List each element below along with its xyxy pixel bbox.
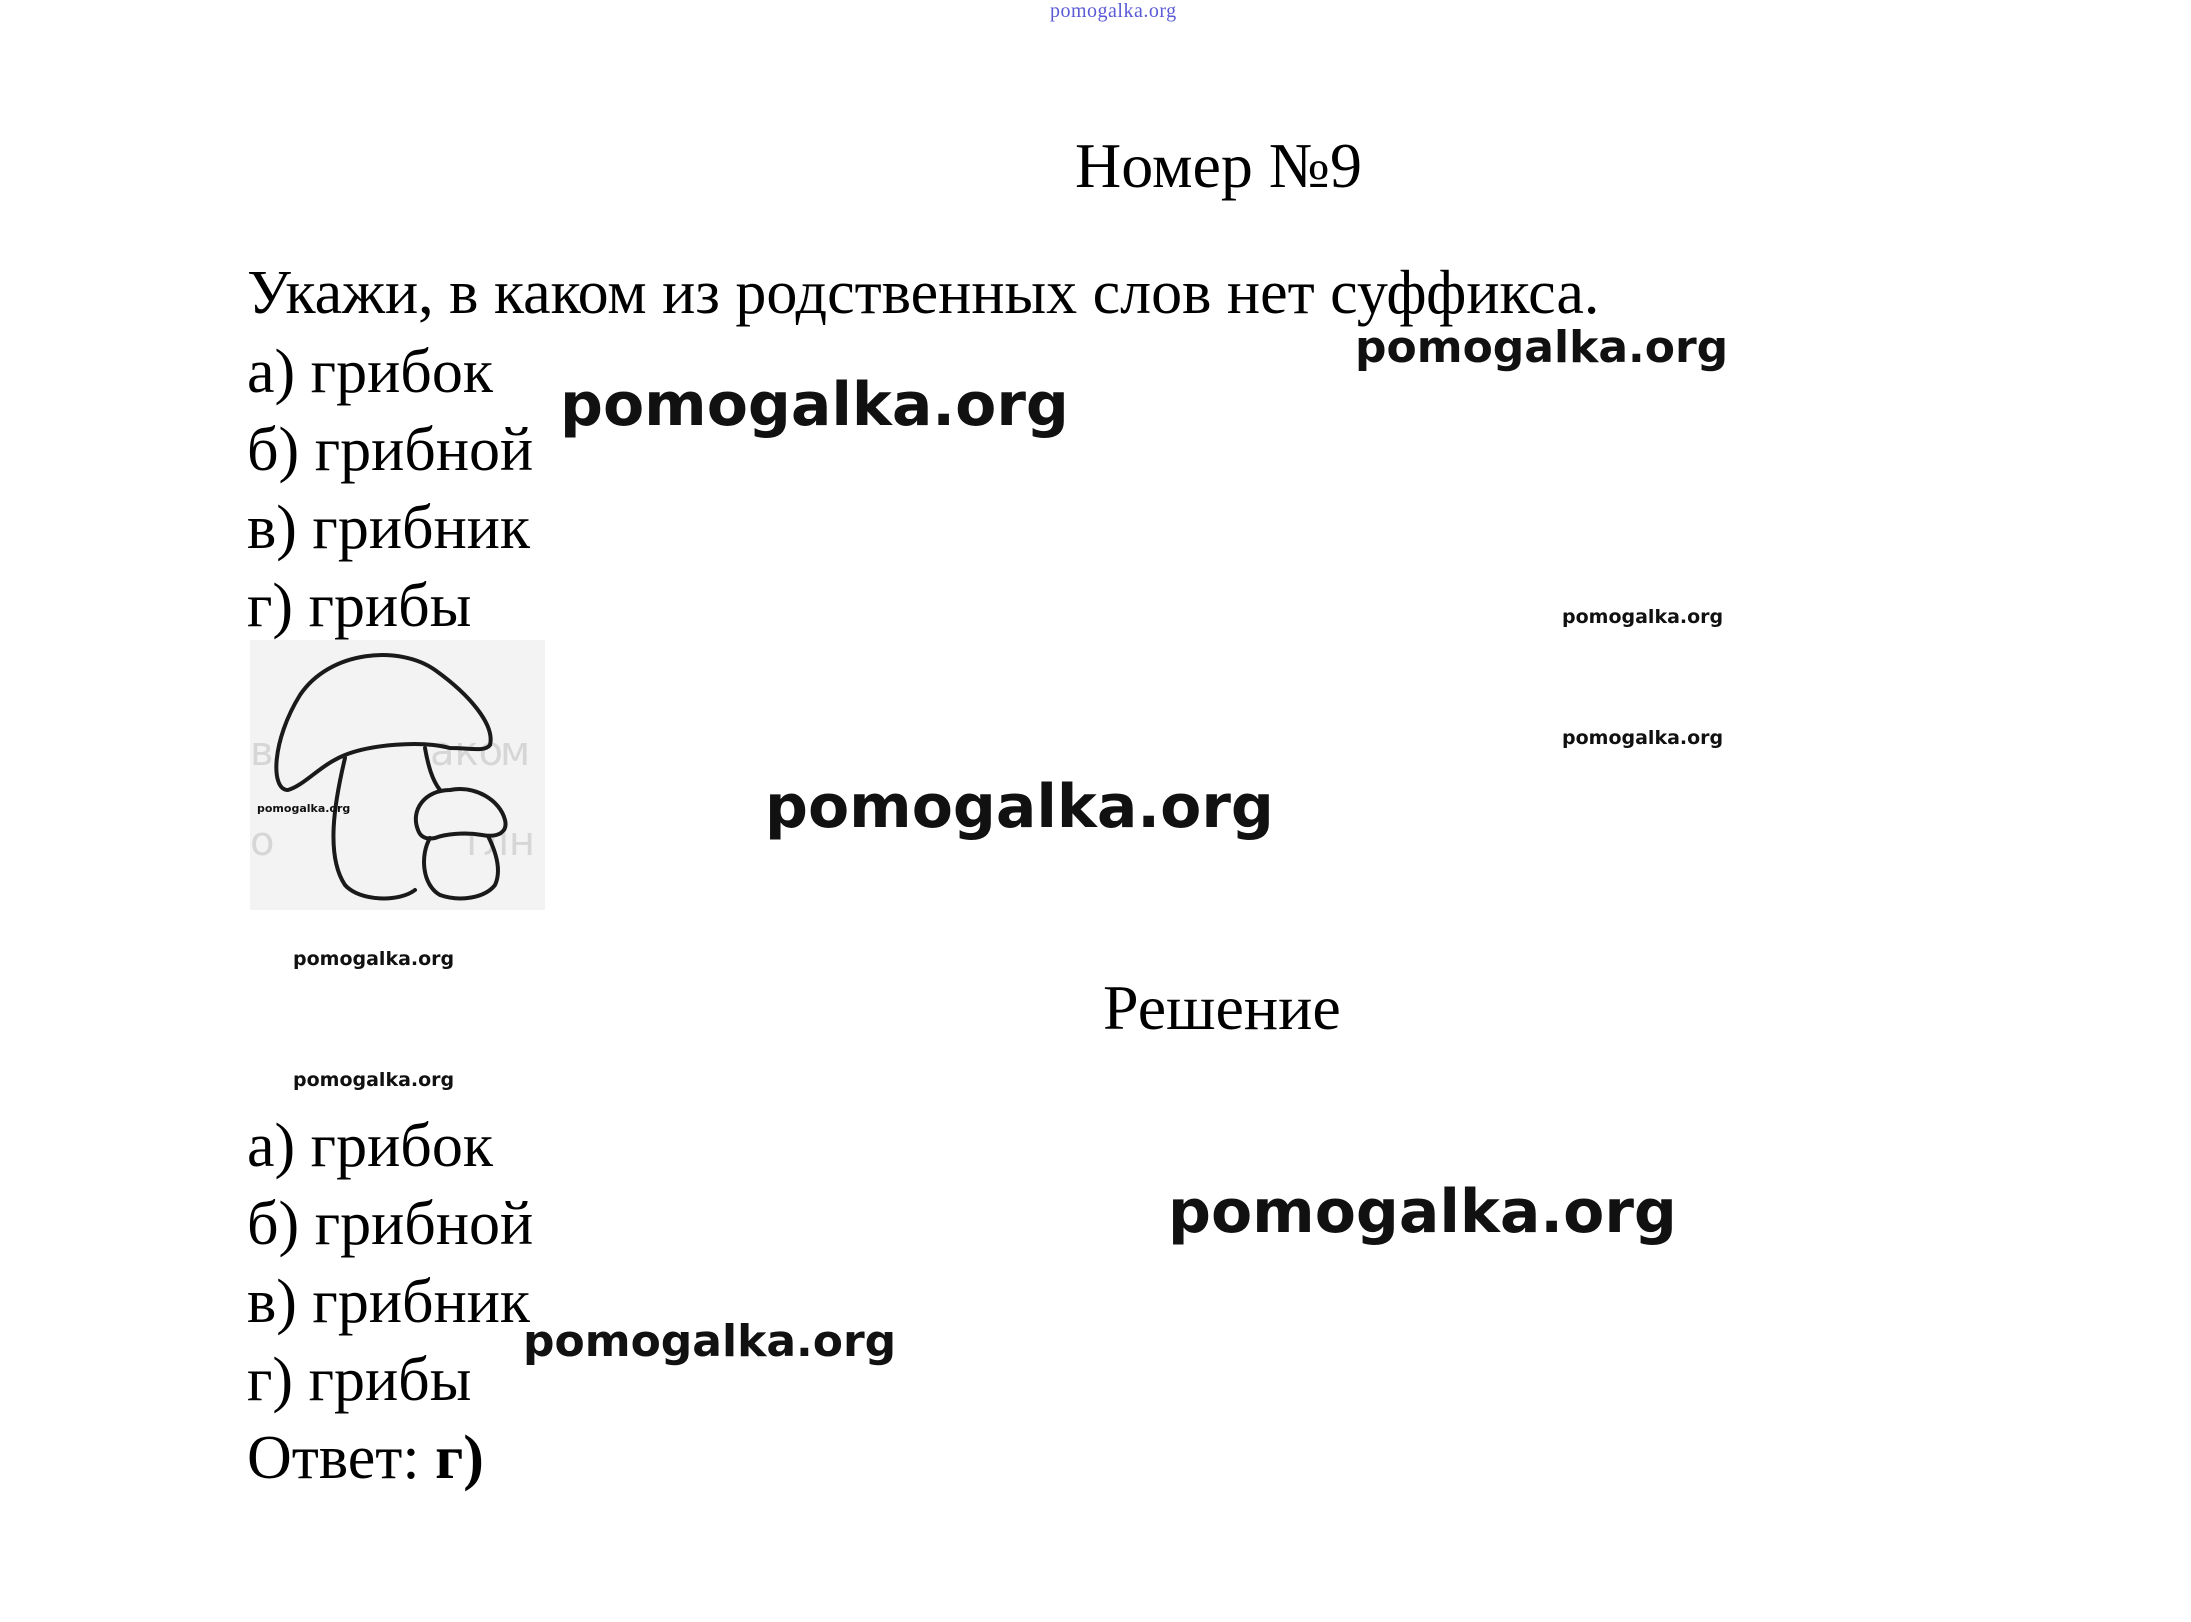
mushroom-drawing-icon	[250, 640, 545, 910]
watermark-large: pomogalka.org	[1168, 1177, 1677, 1247]
watermark-large: pomogalka.org	[560, 370, 1069, 440]
watermark-medium: pomogalka.org	[1355, 322, 1729, 373]
solution-title: Решение	[1103, 972, 1341, 1043]
task-option-a: а) грибок	[247, 338, 493, 406]
svg-text:ако: ако	[430, 729, 504, 775]
svg-text:тлн: тлн	[460, 819, 536, 865]
solution-option-c: в) грибник	[247, 1268, 531, 1336]
task-option-c: в) грибник	[247, 494, 531, 562]
watermark-medium: pomogalka.org	[523, 1316, 897, 1367]
watermark-small: pomogalka.org	[293, 948, 455, 970]
watermark-large: pomogalka.org	[765, 772, 1274, 842]
task-question: Укажи, в каком из родственных слов нет суффикса.	[247, 259, 1600, 327]
header-site-link[interactable]: pomogalka.org	[1050, 0, 1177, 22]
watermark-small: pomogalka.org	[293, 1069, 455, 1091]
svg-text:в: в	[250, 729, 274, 775]
task-option-b: б) грибной	[247, 416, 534, 484]
answer-line	[247, 1420, 484, 1496]
watermark-image: pomogalka.org	[257, 802, 351, 815]
solution-option-b: б) грибной	[247, 1190, 534, 1258]
solution-option-a: а) грибок	[247, 1112, 493, 1180]
svg-text:м: м	[500, 729, 531, 775]
solution-option-d: г) грибы	[247, 1346, 472, 1414]
watermark-small: pomogalka.org	[1562, 606, 1724, 628]
page-title: Номер №9	[1075, 130, 1362, 201]
svg-text:о: о	[250, 819, 275, 865]
task-option-d: г) грибы	[247, 572, 472, 640]
answer-value: г)	[435, 1424, 484, 1492]
watermark-small: pomogalka.org	[1562, 727, 1724, 749]
answer-label: Ответ:	[247, 1424, 420, 1492]
